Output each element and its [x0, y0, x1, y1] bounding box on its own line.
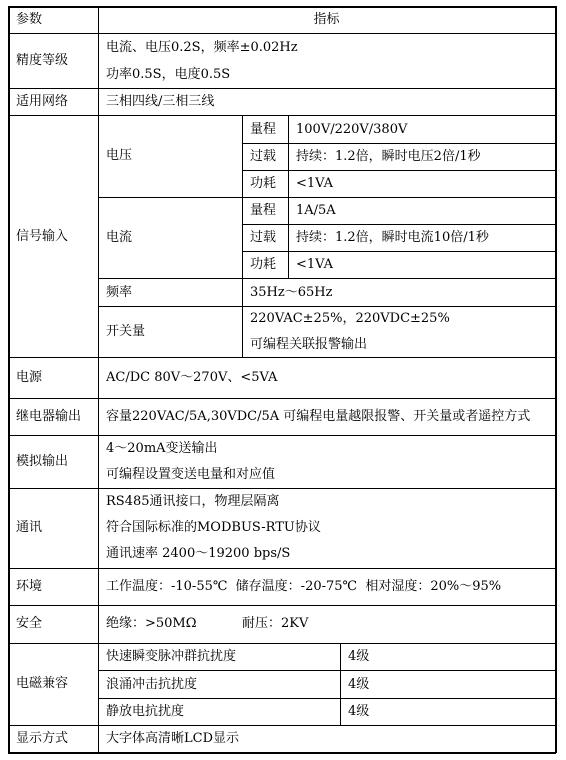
emc-label: 电磁兼容: [16, 676, 69, 691]
accuracy-label: 精度等级: [16, 53, 69, 68]
voltage-range-key: 量程: [250, 122, 277, 137]
safety-label: 安全: [16, 616, 43, 631]
voltage-power-key: 功耗: [250, 176, 277, 191]
relay-label: 继电器输出: [16, 409, 82, 424]
environment-label: 环境: [16, 579, 43, 594]
table-border-left: [8, 6, 10, 753]
emc-level: 4级: [348, 649, 370, 664]
comm-label: 通讯: [16, 520, 43, 535]
safety-withstand: 耐压：2KV: [242, 616, 309, 631]
current-overload-value: 持续：1.2倍，瞬时电流10倍/1秒: [296, 230, 489, 245]
frequency-label: 频率: [106, 285, 133, 300]
analog-label: 模拟输出: [16, 454, 69, 469]
comm-line: 符合国际标准的MODBUS-RTU协议: [106, 520, 321, 535]
power-label: 电源: [16, 370, 43, 385]
current-power-key: 功耗: [250, 257, 277, 272]
display-value: 大字体高清晰LCD显示: [106, 731, 240, 746]
current-range-value: 1A/5A: [296, 203, 336, 218]
voltage-overload-key: 过载: [250, 149, 277, 164]
analog-line: 可编程设置变送电量和对应值: [106, 467, 276, 482]
column-divider: [340, 643, 341, 725]
switch-line: 可编程关联报警输出: [250, 337, 368, 352]
environment-value: 工作温度：-10-55℃ 储存温度：-20-75℃ 相对湿度：20%～95%: [106, 579, 502, 594]
header-param: 参数: [16, 12, 43, 27]
column-divider: [98, 6, 99, 753]
relay-value: 容量220VAC/5A,30VDC/5A 可编程电量越限报警、开关量或者遥控方式: [106, 409, 531, 424]
current-overload-key: 过载: [250, 230, 277, 245]
voltage-range-value: 100V/220V/380V: [296, 122, 408, 137]
comm-line: RS485通讯接口，物理层隔离: [106, 494, 280, 509]
accuracy-line: 电流、电压0.2S，频率±0.02Hz: [106, 40, 298, 55]
switch-label: 开关量: [106, 324, 146, 339]
current-power-value: <1VA: [296, 257, 334, 272]
comm-line: 通讯速率 2400～19200 bps/S: [106, 546, 291, 561]
table-border-right: [555, 6, 557, 753]
current-range-key: 量程: [250, 203, 277, 218]
switch-line: 220VAC±25%，220VDC±25%: [250, 311, 450, 326]
table-border-bottom: [8, 752, 556, 754]
power-value: AC/DC 80V～270V、<5VA: [106, 370, 278, 385]
frequency-value: 35Hz～65Hz: [250, 285, 333, 300]
signal-label: 信号输入: [16, 229, 69, 244]
display-label: 显示方式: [16, 731, 69, 746]
emc-level: 4级: [348, 677, 370, 692]
voltage-label: 电压: [106, 148, 133, 163]
emc-item: 浪涌冲击抗扰度: [106, 677, 198, 692]
network-value: 三相四线/三相三线: [106, 94, 215, 109]
emc-item: 静放电抗扰度: [106, 704, 185, 719]
row-divider: [8, 398, 556, 399]
header-spec: 指标: [313, 12, 340, 27]
current-label: 电流: [106, 230, 133, 245]
column-divider: [288, 115, 289, 278]
row-divider: [8, 568, 556, 569]
analog-line: 4～20mA变送输出: [106, 441, 218, 456]
voltage-overload-value: 持续：1.2倍，瞬时电压2倍/1秒: [296, 149, 481, 164]
network-label: 适用网络: [16, 94, 69, 109]
row-divider: [8, 605, 556, 606]
column-divider: [242, 115, 243, 358]
voltage-power-value: <1VA: [296, 176, 334, 191]
emc-level: 4级: [348, 704, 370, 719]
accuracy-line: 功率0.5S，电度0.5S: [106, 67, 231, 82]
safety-insulation: 绝缘：>50MΩ: [106, 616, 197, 631]
emc-item: 快速瞬变脉冲群抗扰度: [106, 649, 237, 664]
